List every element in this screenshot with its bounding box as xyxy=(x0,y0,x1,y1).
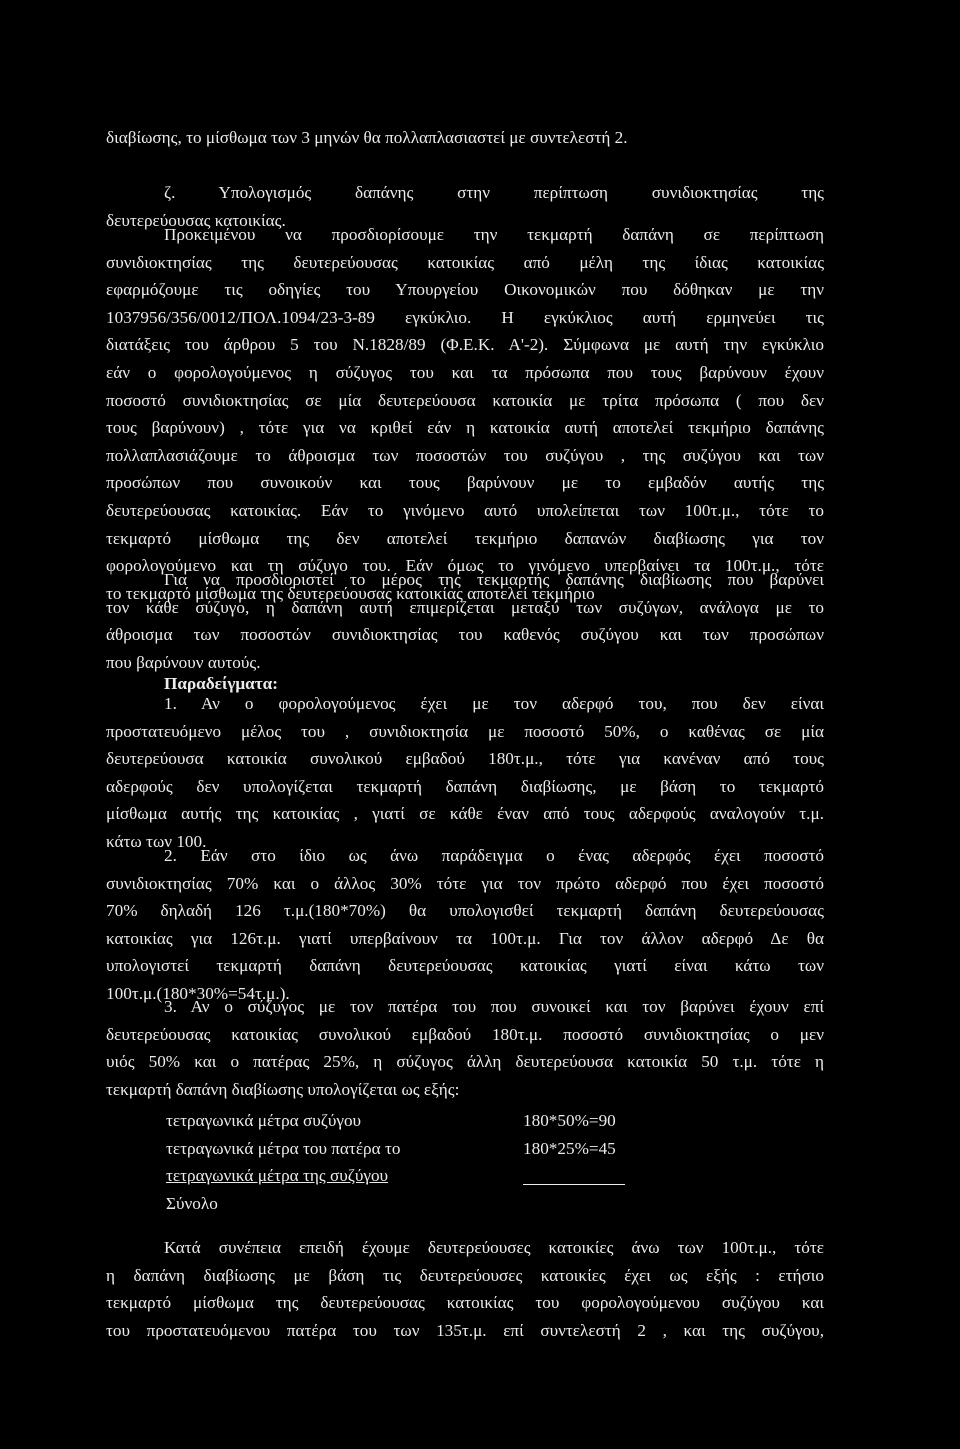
calc-total-label: Σύνολο xyxy=(166,1193,218,1213)
intro-line: φορολογούμενο και τη σύζυγο του. Εάν όμως το γινόμενο υπερβαίνει τα 100τ.μ., τότε xyxy=(106,556,824,576)
example-1-line: μίσθωμα αυτής της κατοικίας , γιατί σε κάθε έναν από τους αδερφούς αναλογούν τ.μ. xyxy=(106,804,824,824)
section-heading-line-2: δευτερεύουσας κατοικίας. xyxy=(106,210,286,230)
calc-row-label: τετραγωνικά μέτρα της συζύγου xyxy=(166,1166,389,1186)
example-1-line: προστατευόμενο μέλος του , συνιδιοκτησία με ποσοστό 50%, ο καθένας σε μία xyxy=(106,721,824,741)
example-3 xyxy=(106,993,824,1103)
closing-line: η δαπάνη διαβίωσης με βάση τις δευτερεύουσες κατοικίες έχει ως εξής : ετήσιο xyxy=(106,1265,824,1285)
calc-row xyxy=(166,1107,686,1135)
intro-line: προσώπων που συνοικούν και τους βαρύνουν με το εμβαδόν αυτής της xyxy=(106,473,824,493)
calc-row-label: τετραγωνικά μέτρα συζύγου xyxy=(166,1111,362,1130)
example-2 xyxy=(106,842,824,1008)
calc-row-value: 180*25%=45 xyxy=(523,1138,616,1158)
calc-row-label: τετραγωνικά μέτρα του πατέρα το xyxy=(166,1138,401,1158)
intro-line: διατάξεις του άρθρου 5 του Ν.1828/89 (Φ.Ε.Κ. Α'-2). Σύμφωνα με αυτή την εγκύκλιο xyxy=(106,335,824,355)
example-2-line: υπολογιστεί τεκμαρτή δαπάνη δευτερεύουσας κατοικίας γιατί είναι κάτω των xyxy=(106,956,824,976)
intro-line: το τεκμαρτό μίσθωμα της δευτερεύουσας κατοικίας αποτελεί τεκμήριο xyxy=(106,583,595,603)
example-3-line: υιός 50% και ο πατέρας 25%, η σύζυγος άλλη δευτερεύουσα κατοικία 50 τ.μ. τότε η xyxy=(106,1052,824,1072)
example-2-line: 100τ.μ.(180*30%=54τ.μ.). xyxy=(106,983,290,1003)
calc-table xyxy=(166,1107,686,1217)
calc-row xyxy=(166,1162,686,1190)
example-1-line: δευτερεύουσα κατοικία συνολικού εμβαδού 180τ.μ., τότε για κανέναν από τους xyxy=(106,749,824,769)
example-2-line: συνιδιοκτησίας 70% και ο άλλος 30% τότε για τον πρώτο αδερφό που έχει ποσοστό xyxy=(106,873,824,893)
intro-line: τους βαρύνουν) , τότε για να κριθεί εάν η κατοικία αυτή αποτελεί τεκμήριο δαπάνης xyxy=(106,418,824,438)
intro-line: δευτερεύουσας κατοικίας. Εάν το γινόμενο αυτό υπολείπεται των 100τ.μ., τότε το xyxy=(106,500,824,520)
intro-line: 1037956/356/0012/ΠΟΛ.1094/23-3-89 εγκύκλιο. Η εγκύκλιος αυτή ερμηνεύει τις xyxy=(106,307,824,327)
example-3-line: δευτερεύουσας κατοικίας συνολικού εμβαδού 180τ.μ. ποσοστό συνιδιοκτησίας ο μεν xyxy=(106,1024,824,1044)
intro-line: Προκειμένου να προσδιορίσουμε την τεκμαρτή δαπάνη σε περίπτωση xyxy=(164,225,824,244)
intro-line: τεκμαρτό μίσθωμα της δεν αποτελεί τεκμήριο δαπανών διαβίωσης για τον xyxy=(106,528,824,548)
example-1-line: κάτω των 100. xyxy=(106,831,207,851)
calc-total-row xyxy=(166,1190,686,1218)
top-line: διαβίωσης, το μίσθωμα των 3 μηνών θα πολλαπλασιαστεί με συντελεστή 2. xyxy=(106,128,628,147)
example-3-line: 3. Αν ο σύζυγος με τον πατέρα του που συνοικεί και τον βαρύνει έχουν επί xyxy=(164,997,824,1016)
examples-heading: Παραδείγματα: xyxy=(164,674,278,693)
example-2-line: 2. Εάν στο ίδιο ως άνω παράδειγμα ο ένας αδερφός έχει ποσοστό xyxy=(164,846,824,865)
intro-line: ποσοστό συνιδιοκτησίας σε μία δευτερεύουσα κατοικία με τρίτα πρόσωπα ( που δεν xyxy=(106,390,824,410)
share-line: Για να προσδιοριστεί το μέρος της τεκμαρτής δαπάνης διαβίωσης που βαρύνει xyxy=(164,570,824,589)
share-paragraph xyxy=(106,566,824,676)
intro-line: συνιδιοκτησίας της δευτερεύουσας κατοικίας από μέλη της ίδιας κατοικίας xyxy=(106,252,824,272)
example-1 xyxy=(106,690,824,856)
intro-line: εάν ο φορολογούμενος η σύζυγος του και τα πρόσωπα που τους βαρύνουν έχουν xyxy=(106,362,824,382)
intro-line: πολλαπλασιάζουμε το άθροισμα των ποσοστών του συζύγου , της συζύγου και των xyxy=(106,445,824,465)
intro-paragraph xyxy=(106,221,824,607)
example-1-line: 1. Αν ο φορολογούμενος έχει με τον αδερφό του, που δεν είναι xyxy=(164,694,824,713)
example-3-line: τεκμαρτή δαπάνη διαβίωσης υπολογίζεται ως εξής: xyxy=(106,1079,460,1099)
section-heading-line-1: ζ. Υπολογισμός δαπάνης στην περίπτωση συνιδιοκτησίας της xyxy=(164,183,824,202)
closing-line: Κατά συνέπεια επειδή έχουμε δευτερεύουσες κατοικίες άνω των 100τ.μ., τότε xyxy=(164,1238,824,1257)
closing-line: τεκμαρτό μίσθωμα της δευτερεύουσας κατοικίας του φορολογούμενου συζύγου και xyxy=(106,1293,824,1313)
calc-row-value: 180*50%=90 xyxy=(523,1111,616,1130)
share-line: που βαρύνουν αυτούς. xyxy=(106,652,261,672)
calc-row xyxy=(166,1135,686,1163)
example-2-line: 70% δηλαδή 126 τ.μ.(180*70%) θα υπολογισθεί τεκμαρτή δαπάνη δευτερεύουσας xyxy=(106,901,824,921)
share-line: άθροισμα των ποσοστών συνιδιοκτησίας του καθενός συζύγου και των προσώπων xyxy=(106,625,824,645)
example-2-line: κατοικίας για 126τ.μ. γιατί υπερβαίνουν τα 100τ.μ. Για τον άλλον αδερφό Δε θα xyxy=(106,928,824,948)
closing-paragraph xyxy=(106,1234,824,1344)
example-1-line: αδερφούς δεν υπολογίζεται τεκμαρτή δαπάνη διαβίωσης, με βάση το τεκμαρτό xyxy=(106,776,824,796)
sum-rule xyxy=(523,1184,625,1185)
share-line: τον κάθε σύζυγο, η δαπάνη αυτή επιμερίζεται μεταξύ των συζύγων, ανάλογα με το xyxy=(106,597,824,617)
closing-line: του προστατευόμενου πατέρα του των 135τ.μ. επί συντελεστή 2 , και της συζύγου, xyxy=(106,1320,824,1340)
intro-line: εφαρμόζουμε τις οδηγίες του Υπουργείου Οικονομικών που δόθηκαν με την xyxy=(106,280,824,300)
